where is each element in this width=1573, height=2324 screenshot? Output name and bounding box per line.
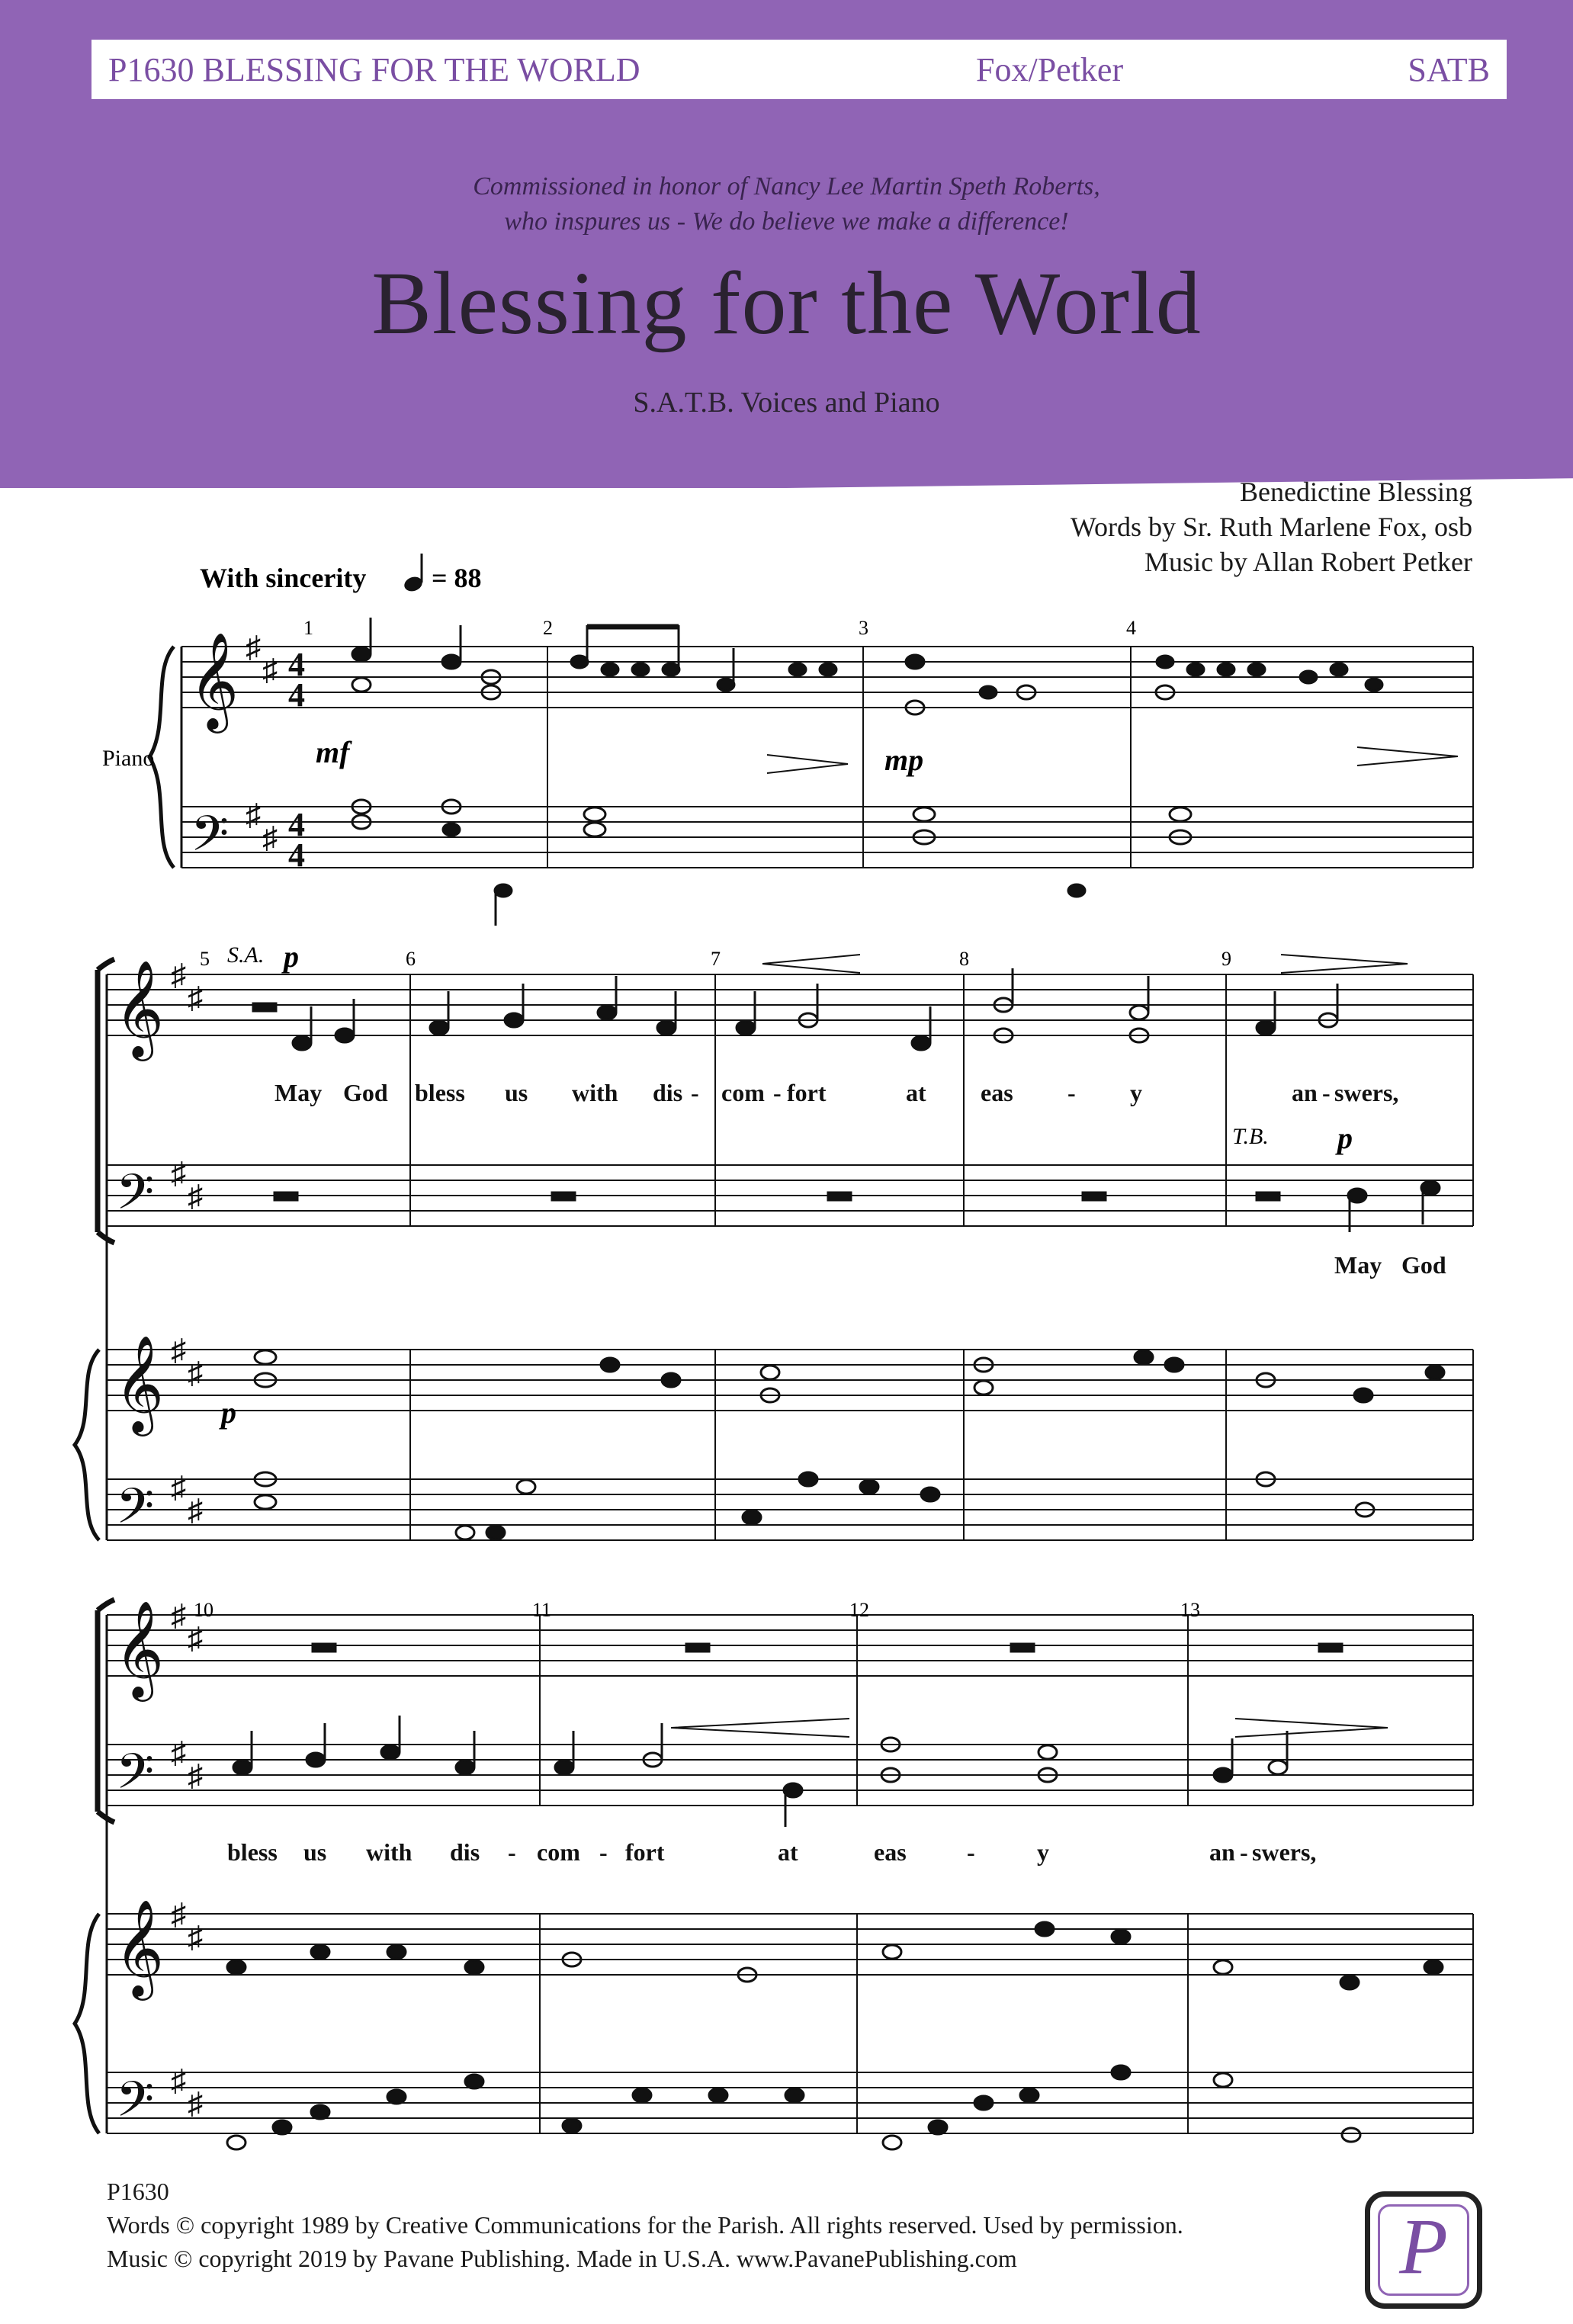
treble-clef-icon: 𝄞 xyxy=(114,1337,165,1430)
svg-text:♯: ♯ xyxy=(171,1598,186,1632)
system-3 xyxy=(75,1600,1473,2133)
treble-clef-icon: 𝄞 xyxy=(114,1902,165,1995)
decrescendo-hairpin-icon xyxy=(767,747,1458,773)
voicing-label: SATB xyxy=(1408,51,1490,88)
lyric-syllable: May xyxy=(1334,1251,1382,1279)
lyric-syllable: May xyxy=(274,1079,323,1106)
lyric-syllable: bless xyxy=(415,1079,465,1106)
footer-music-copyright: Music © copyright 2019 by Pavane Publishing. Made in U.S.A. www.PavanePublishing.com xyxy=(107,2245,1017,2272)
lyric-syllable: us xyxy=(505,1079,528,1106)
measure-number: 8 xyxy=(959,948,969,970)
lyric-syllable: swers, xyxy=(1252,1838,1317,1866)
key-signature-sharps-icon xyxy=(246,630,278,855)
bass-clef-icon: 𝄢 xyxy=(116,1745,155,1811)
lyric-syllable: us xyxy=(303,1838,327,1866)
crescendo-hairpin-icon xyxy=(762,955,1408,973)
subtitle: S.A.T.B. Voices and Piano xyxy=(633,387,940,419)
svg-text:♯: ♯ xyxy=(171,1735,186,1770)
svg-text:♯: ♯ xyxy=(171,958,186,992)
lyric-syllable: - xyxy=(773,1079,782,1106)
dynamic-marking: mf xyxy=(316,735,350,769)
voice-label-sa: S.A. xyxy=(227,942,265,968)
treble-clef-icon: 𝄞 xyxy=(114,1603,165,1696)
svg-text:♯: ♯ xyxy=(188,981,203,1015)
svg-text:♯: ♯ xyxy=(262,653,278,687)
measure-number: 7 xyxy=(711,948,721,970)
lyric-syllable: - xyxy=(599,1838,608,1866)
lyric-syllable: an xyxy=(1292,1079,1318,1106)
svg-text:♯: ♯ xyxy=(188,1920,203,1954)
lyric-syllable: dis xyxy=(653,1079,683,1106)
svg-text:♯: ♯ xyxy=(188,1356,203,1390)
dynamic-marking: p xyxy=(284,939,299,974)
measure-number: 6 xyxy=(406,948,416,970)
composer-short: Fox/Petker xyxy=(976,51,1124,88)
lyric-syllable: bless xyxy=(227,1838,278,1866)
svg-text:♯: ♯ xyxy=(262,820,278,855)
lyric-syllable: with xyxy=(572,1079,618,1106)
brace-icon xyxy=(75,1914,99,2133)
lyric-syllable: with xyxy=(366,1838,413,1866)
piece-code-title: P1630 BLESSING FOR THE WORLD xyxy=(108,51,640,88)
lyric-syllable: com xyxy=(537,1838,580,1866)
brace-icon xyxy=(75,1350,99,1540)
lyric-syllable: swers, xyxy=(1334,1079,1399,1106)
lyric-syllable: - xyxy=(1322,1079,1331,1106)
svg-text:4: 4 xyxy=(288,806,305,843)
lyric-syllable: - xyxy=(1067,1079,1076,1106)
lyric-syllable: God xyxy=(343,1079,388,1106)
dynamic-marking: p xyxy=(1337,1121,1353,1155)
svg-text:♯: ♯ xyxy=(171,1470,186,1504)
bass-clef-icon: 𝄢 xyxy=(116,2072,155,2139)
lyric-syllable: com xyxy=(721,1079,765,1106)
measure-number: 1 xyxy=(303,617,313,639)
crescendo-hairpin-icon xyxy=(671,1719,1388,1737)
svg-text:♯: ♯ xyxy=(188,1621,203,1655)
lyric-syllable: - xyxy=(691,1079,699,1106)
svg-text:♯: ♯ xyxy=(188,1179,203,1213)
svg-text:♯: ♯ xyxy=(246,798,261,832)
svg-text:𝄞: 𝄞 xyxy=(189,634,239,727)
dedication-line-1: Commissioned in honor of Nancy Lee Martin Speth Roberts, xyxy=(473,172,1100,201)
tempo-bpm: = 88 xyxy=(432,563,482,593)
svg-text:♯: ♯ xyxy=(171,1156,186,1190)
publisher-logo xyxy=(1365,2191,1482,2309)
tempo-quarter-note-icon xyxy=(403,554,425,594)
lyric-syllable: dis xyxy=(450,1838,480,1866)
publisher-logo-letter: P xyxy=(1399,2203,1448,2290)
treble-clef-icon xyxy=(189,634,239,733)
dedication-line-2: who inspures us - We do believe we make a difference! xyxy=(504,207,1069,236)
treble-clef-icon: 𝄞 xyxy=(114,962,165,1055)
svg-text:4: 4 xyxy=(288,646,305,683)
footer-code: P1630 xyxy=(107,2178,169,2205)
lyric-syllable: - xyxy=(508,1838,516,1866)
footer xyxy=(107,2175,1183,2275)
svg-text:♯: ♯ xyxy=(188,2086,203,2120)
measure-number: 9 xyxy=(1221,948,1231,970)
dynamic-marking: mp xyxy=(884,743,924,777)
credit-source: Benedictine Blessing xyxy=(1240,477,1472,507)
svg-text:♯: ♯ xyxy=(188,1493,203,1527)
svg-text:♯: ♯ xyxy=(188,1758,203,1793)
piano-notes-system-1 xyxy=(352,618,1382,926)
lyric-syllable: an xyxy=(1209,1838,1235,1866)
key-signature-sharps-icon xyxy=(171,958,203,1527)
voice-label-tb: T.B. xyxy=(1232,1124,1269,1149)
time-signature-icon xyxy=(288,646,305,874)
footer-words-copyright: Words © copyright 1989 by Creative Communications for the Parish. All rights reserved. Used by permission. xyxy=(107,2211,1183,2239)
measure-number: 4 xyxy=(1126,617,1136,639)
measure-number: 3 xyxy=(859,617,868,639)
measure-number: 2 xyxy=(543,617,553,639)
notes-system-2 xyxy=(253,968,1444,1539)
svg-text:4: 4 xyxy=(288,676,305,714)
bass-clef-icon xyxy=(191,807,229,873)
lyrics-sa xyxy=(274,1079,1398,1106)
lyrics-tb-system-3 xyxy=(227,1838,1316,1866)
svg-text:♯: ♯ xyxy=(171,1333,186,1367)
page-title: Blessing for the World xyxy=(371,253,1202,353)
lyric-syllable: at xyxy=(778,1838,798,1866)
measure-number: 12 xyxy=(849,1599,869,1621)
svg-text:♯: ♯ xyxy=(246,630,261,664)
dynamic-marking: p xyxy=(221,1395,236,1430)
instrument-label-piano: Piano xyxy=(102,746,155,771)
piano-treble-staff xyxy=(181,647,1473,708)
measure-number: 11 xyxy=(532,1599,552,1621)
lyric-syllable: y xyxy=(1037,1838,1049,1866)
lyric-syllable: fort xyxy=(625,1838,665,1866)
lyric-syllable: - xyxy=(1240,1838,1248,1866)
svg-text:4: 4 xyxy=(288,836,305,874)
measure-number: 10 xyxy=(194,1599,213,1621)
lyrics-tb xyxy=(1334,1251,1446,1279)
system-2 xyxy=(75,959,1473,1540)
svg-text:♯: ♯ xyxy=(171,1897,186,1931)
svg-text:𝄢: 𝄢 xyxy=(191,807,230,873)
bass-clef-icon: 𝄢 xyxy=(116,1165,155,1231)
tempo-text: With sincerity xyxy=(200,563,367,593)
lyric-syllable: eas xyxy=(874,1838,907,1866)
bass-clef-icon: 𝄢 xyxy=(116,1479,155,1546)
credit-words: Words by Sr. Ruth Marlene Fox, osb xyxy=(1070,512,1472,542)
lyric-syllable: eas xyxy=(981,1079,1013,1106)
lyric-syllable: at xyxy=(906,1079,926,1106)
lyric-syllable: y xyxy=(1130,1079,1142,1106)
lyric-syllable: God xyxy=(1401,1251,1446,1279)
measure-number: 13 xyxy=(1180,1599,1200,1621)
measure-number: 5 xyxy=(200,948,210,970)
credit-music: Music by Allan Robert Petker xyxy=(1144,547,1472,577)
piano-bass-staff xyxy=(181,807,1473,868)
lyric-syllable: fort xyxy=(787,1079,827,1106)
svg-text:♯: ♯ xyxy=(171,2063,186,2098)
lyric-syllable: - xyxy=(967,1838,975,1866)
